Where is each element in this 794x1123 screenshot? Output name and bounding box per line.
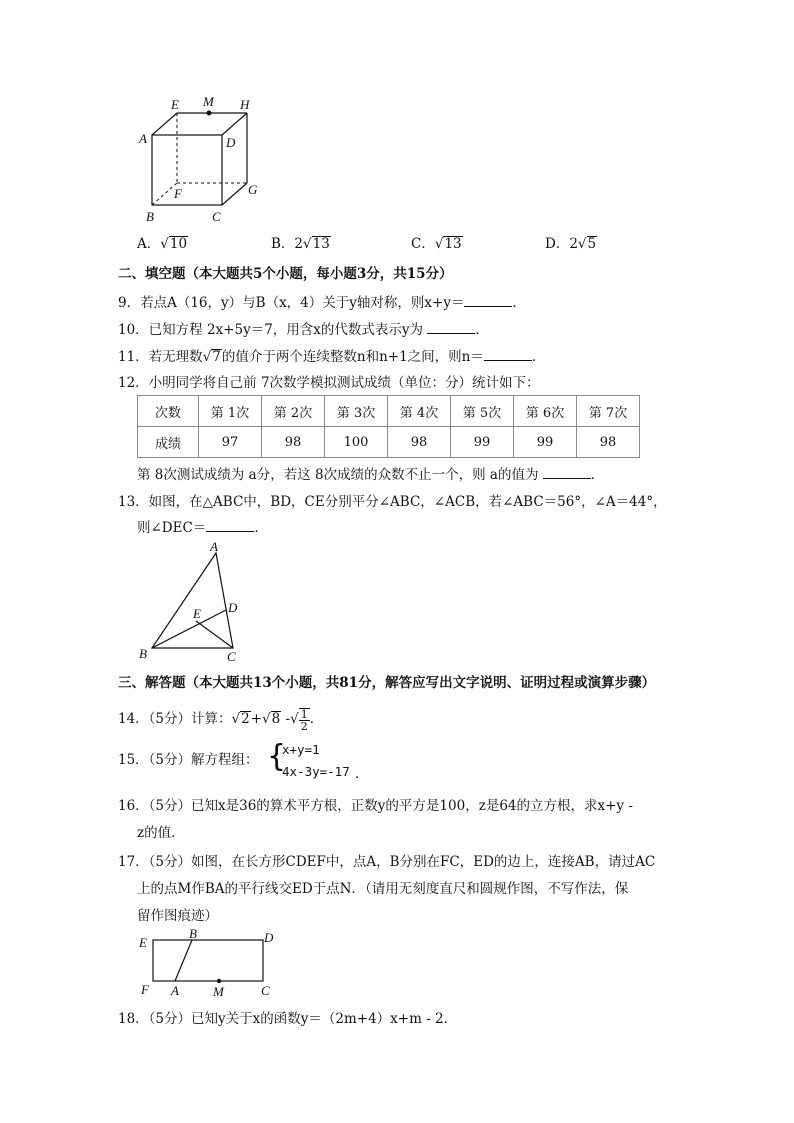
question-17: 17．（5分）如图，在长方形CDEF中，点A，B分别在FC，ED的边上，连接AB，请过AC — [118, 854, 656, 870]
cube-label-c: C — [212, 209, 221, 224]
equation-1: x+y=1 — [282, 742, 320, 757]
section3-title: 三、解答题（本大题共13个小题，共81分，解答应写出文字说明、证明过程或演算步骤） — [118, 675, 656, 691]
question-9: 9．若点A（16，y）与B（x，4）关于y轴对称，则x+y＝ ． — [118, 295, 526, 311]
choice-c: C．√13 — [411, 236, 462, 252]
cube-label-d: D — [226, 135, 236, 150]
question-12: 12．小明同学将自己前 7次数学模拟测试成绩（单位：分）统计如下： — [118, 375, 540, 391]
table-row: 成绩 97 98 100 98 99 99 98 — [138, 427, 640, 458]
cube-label-b: B — [146, 209, 154, 224]
rect-label-b: B — [189, 926, 197, 941]
brace: { — [267, 739, 287, 774]
cube-label-f: F — [174, 186, 182, 201]
triangle-label-e: E — [193, 606, 201, 621]
cube-label-h: H — [240, 97, 250, 112]
rect-label-m: M — [213, 984, 224, 999]
answer-blank — [464, 294, 512, 307]
choice-b: B．2√13 — [271, 236, 330, 252]
question-15: 15．（5分）解方程组： — [118, 752, 259, 768]
cube-label-g: G — [248, 182, 258, 197]
scores-table — [137, 395, 640, 458]
triangle-label-a: A — [210, 539, 218, 554]
triangle-label-c: C — [227, 649, 236, 664]
question-16-continued: z的值． — [137, 825, 185, 841]
question-16: 16．（5分）已知x是36的算术平方根，正数y的平方是100，z是64的立方根，求x+y - — [118, 798, 633, 814]
rect-label-c: C — [261, 983, 270, 998]
table-row: 次数 第 1次 第 2次 第 3次 第 4次 第 5次 第 6次 第 7次 — [138, 396, 640, 427]
section2-title: 二、填空题（本大题共5个小题，每小题3分，共15分） — [118, 266, 453, 282]
question-10: 10．已知方程 2x+5y＝7，用含x的代数式表示y为 ． — [118, 322, 489, 338]
question-12-continued: 第 8次测试成绩为 a分，若这 8次成绩的众数不止一个，则 a的值为 ． — [137, 467, 605, 483]
answer-blank — [543, 466, 591, 479]
cube-label-m: M — [203, 94, 214, 109]
answer-blank — [206, 519, 254, 532]
answer-blank — [427, 321, 475, 334]
cube-label-a: A — [139, 131, 147, 146]
question-13: 13．如图，在△ABC中，BD，CE分别平分∠ABC，∠ACB，若∠ABC＝56°，∠A＝44°， — [118, 494, 667, 510]
equation-2: 4x-3y=-17 — [282, 764, 350, 779]
cube-label-e: E — [171, 97, 179, 112]
question-13-continued: 则∠DEC＝ ． — [137, 520, 268, 536]
question-11: 11．若无理数√7的值介于两个连续整数n和n+1之间，则n＝ ． — [118, 349, 546, 365]
triangle-label-b: B — [139, 646, 147, 661]
rect-label-f: F — [141, 982, 149, 997]
choice-d: D．2√5 — [545, 236, 597, 252]
question-18: 18．（5分）已知y关于x的函数y＝（2m+4）x+m - 2． — [118, 1011, 458, 1027]
rect-label-a: A — [171, 983, 179, 998]
rectangle-figure — [145, 935, 275, 990]
rect-label-d: D — [264, 930, 274, 945]
rect-label-e: E — [139, 935, 147, 950]
question-14: 14．（5分）计算：√2+√8 -√ $\frac{1}{2}$ ． — [118, 707, 324, 733]
choice-a: A．√10 — [137, 236, 188, 252]
question-17-continued: 上的点M作BA的平行线交ED于点N．（请用无刻度直尺和圆规作图，不写作法，保 — [137, 881, 629, 897]
question-17-continued-2: 留作图痕迹） — [137, 908, 218, 924]
triangle-label-d: D — [228, 600, 238, 615]
answer-blank — [484, 348, 532, 361]
document-page: E M H A D F G B C A．√10 B．2√13 C．√13 D．2√5 二、填空题（本大题共5个小题，每小题3分，共15分） 9．若点A（16，y）与B（x，4）关于y轴对称，则x+y＝ ． 10．已知方程 2x+5y＝7，用含x的代数式表示y为 ． 11．若无理数√7的值介于两个连续整数n和n+1之间，则n＝ ． 12．小明同学将自己前 7次数学模拟测试成绩（单位：分）统计如下： 次数 第 1次 第 2次 第 3次 第 4次 第 5次 第 6次 第 7次 成绩 97 98 100 98 99 99 98 第 8次测试成绩为 a分，若这 8次成绩的众数不止一个，则 a的值为 ． 13．如图，在△ABC中，BD，CE分别平分∠ABC，∠ACB，若∠ABC＝56°，∠A＝44°， 则∠DEC＝ ． A E D B C 三、解答题（本大题共13个小题，共81分，解答应写出文字说明、证明过程或演算步骤） 14．（5分）计算：√2+√8 -√ $\frac{1}{2}$ ． 15．（5分）解方程组： { x+y=1 4x-3y=-17 ． 16．（5分）已知x是36的算术平方根，正数y的平方是100，z是64的立方根，求x+y - z的值． 17．（5分）如图，在长方形CDEF中，点A，B分别在FC，ED的边上，连接AB，请过AC 上的点M作BA的平行线交ED于点N．（请用无刻度直尺和圆规作图，不写作法，保 留作图痕迹） E B D F A M C 18．（5分）已知y关于x的函数y＝（2m+4）x+m - 2． — [0, 0, 794, 1123]
